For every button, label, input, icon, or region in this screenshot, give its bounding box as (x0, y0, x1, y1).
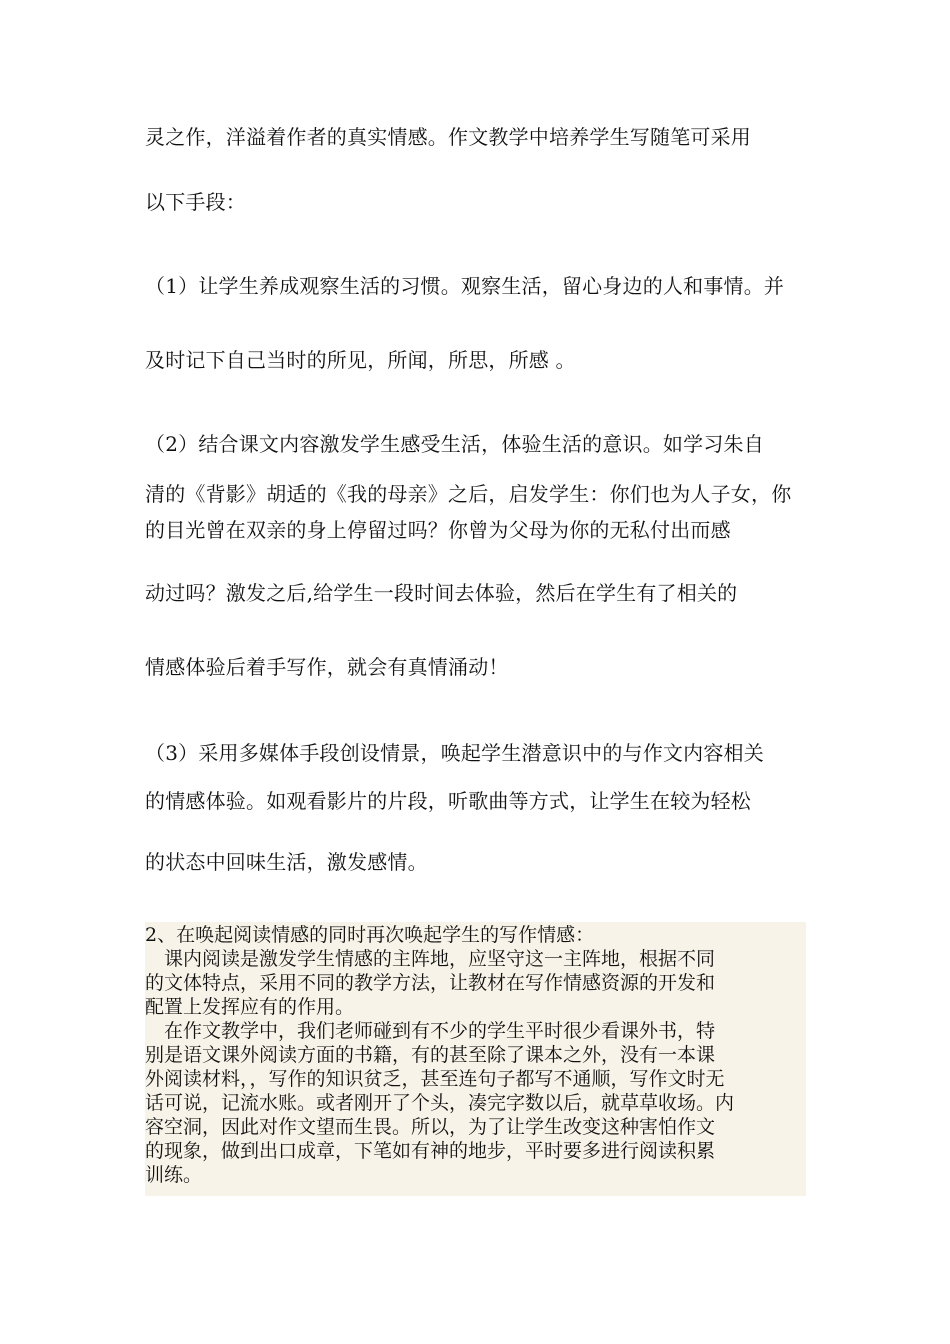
item-1-line-2: 及时记下自己当时的所见，所闻，所思，所感 。 (145, 348, 576, 372)
item-1-line-1: （1）让学生养成观察生活的习惯。观察生活，留心身边的人和事情。并 (145, 274, 785, 298)
item-2-line-4: 动过吗？激发之后,给学生一段时间去体验，然后在学生有了相关的 (145, 581, 738, 605)
block-line-6: 别是语文课外阅读方面的书籍，有的甚至除了课本之外，没有一本课 (145, 1044, 716, 1066)
paragraph-line-2: 以下手段： (145, 190, 246, 214)
block-line-7: 外阅读材料，，写作的知识贫乏，甚至连句子都写不通顺，写作文时无 (145, 1068, 725, 1090)
item-2-line-1: （2）结合课文内容激发学生感受生活，体验生活的意识。如学习朱自 (145, 432, 764, 456)
block-line-5: 在作文教学中，我们老师碰到有不少的学生平时很少看课外书，特 (145, 1020, 716, 1042)
item-3-line-1: （3）采用多媒体手段创设情景，唤起学生潜意识中的与作文内容相关 (145, 741, 764, 765)
item-2-line-2: 清的《背影》胡适的《我的母亲》之后，启发学生：你们也为人子女，你 (145, 482, 792, 506)
item-3-line-3: 的状态中回味生活，激发感情。 (145, 850, 428, 874)
block-line-11: 训练。 (145, 1164, 203, 1186)
block-line-8: 话可说，记流水账。或者刚开了个头，凑完字数以后，就草草收场。内 (145, 1092, 735, 1114)
block-line-10: 的现象，做到出口成章，下笔如有神的地步，平时要多进行阅读积累 (145, 1140, 716, 1162)
item-2-line-5: 情感体验后着手写作，就会有真情涌动！ (145, 655, 509, 679)
item-2-line-3: 的目光曾在双亲的身上停留过吗？你曾为父母为你的无私付出而感 (145, 518, 731, 542)
block-line-2: 课内阅读是激发学生情感的主阵地，应坚守这一主阵地，根据不同 (145, 948, 716, 970)
block-line-9: 容空洞，因此对作文望而生畏。所以，为了让学生改变这种害怕作文 (145, 1116, 716, 1138)
item-3-line-2: 的情感体验。如观看影片的片段，听歌曲等方式，让学生在较为轻松 (145, 789, 751, 813)
block-line-3: 的文体特点，采用不同的教学方法，让教材在写作情感资源的开发和 (145, 972, 716, 994)
block-line-4: 配置上发挥应有的作用。 (145, 996, 355, 1018)
paragraph-line-1: 灵之作，洋溢着作者的真实情感。作文教学中培养学生写随笔可采用 (145, 125, 751, 149)
section-heading: 2、在唤起阅读情感的同时再次唤起学生的写作情感： (145, 924, 595, 946)
